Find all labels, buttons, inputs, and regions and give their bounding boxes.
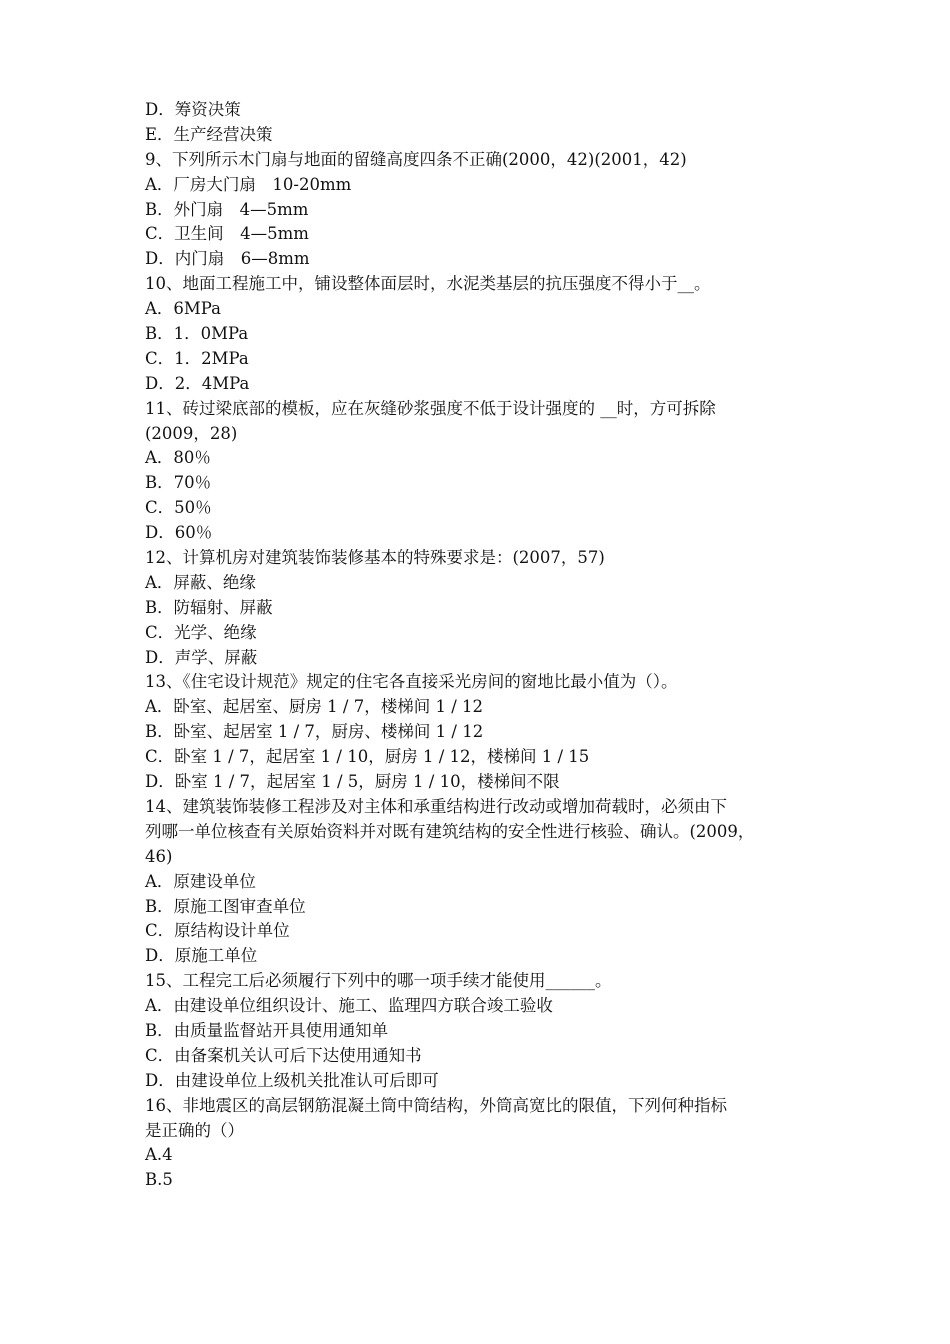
option-line: C．光学、绝缘 xyxy=(145,622,257,642)
option-line: C．卫生间 4—5mm xyxy=(145,224,309,244)
option-line: A．6MPa xyxy=(145,299,222,319)
option-line: D．卧室 1 / 7，起居室 1 / 5，厨房 1 / 10，楼梯间不限 xyxy=(145,772,560,792)
option-line: C．由备案机关认可后下达使用通知书 xyxy=(145,1045,422,1065)
option-line: A．原建设单位 xyxy=(145,871,256,891)
question-16-cont: 是正确的（） xyxy=(145,1120,244,1140)
option-line: C．卧室 1 / 7，起居室 1 / 10，厨房 1 / 12，楼梯间 1 / 15 xyxy=(145,747,590,767)
option-line: A．80％ xyxy=(145,448,211,468)
option-line: D．2．4MPa xyxy=(145,373,250,393)
question-11-cont: (2009，28) xyxy=(145,423,238,443)
document-page xyxy=(145,98,835,1193)
option-line: B．原施工图审查单位 xyxy=(145,896,306,916)
question-14-cont: 列哪一单位核查有关原始资料并对既有建筑结构的安全性进行核验、确认。(2009， xyxy=(145,821,755,841)
option-line: D．内门扇 6—8mm xyxy=(145,249,310,269)
option-line: B．防辐射、屏蔽 xyxy=(145,597,273,617)
option-line: A．厂房大门扇 10-20mm xyxy=(145,174,352,194)
option-line: B．由质量监督站开具使用通知单 xyxy=(145,1020,389,1040)
option-line: A.4 xyxy=(145,1145,173,1165)
option-line: D．声学、屏蔽 xyxy=(145,647,258,667)
option-line: B．70％ xyxy=(145,473,212,493)
option-line: A．由建设单位组织设计、施工、监理四方联合竣工验收 xyxy=(145,996,553,1016)
option-line: B．卧室、起居室 1 / 7，厨房、楼梯间 1 / 12 xyxy=(145,722,484,742)
question-16: 16、非地震区的高层钢筋混凝土筒中筒结构，外筒高宽比的限值，下列何种指标 xyxy=(145,1095,727,1115)
question-11: 11、砖过梁底部的模板，应在灰缝砂浆强度不低于设计强度的 __时，方可拆除 xyxy=(145,398,716,418)
question-15: 15、工程完工后必须履行下列中的哪一项手续才能使用______。 xyxy=(145,971,612,991)
option-line: C．1．2MPa xyxy=(145,348,249,368)
text-line: D．筹资决策 xyxy=(145,100,241,119)
question-13: 13、《住宅设计规范》规定的住宅各直接采光房间的窗地比最小值为（）。 xyxy=(145,672,678,692)
option-line: A．屏蔽、绝缘 xyxy=(145,572,256,592)
question-14-cont: 46) xyxy=(145,846,173,866)
option-line: C．原结构设计单位 xyxy=(145,921,290,941)
option-line: B．1．0MPa xyxy=(145,324,249,344)
option-line: B.5 xyxy=(145,1170,173,1190)
option-line: C．50％ xyxy=(145,498,212,518)
question-14: 14、建筑装饰装修工程涉及对主体和承重结构进行改动或增加荷载时，必须由下 xyxy=(145,796,727,816)
option-line: D．由建设单位上级机关批准认可后即可 xyxy=(145,1070,439,1090)
option-line: D．原施工单位 xyxy=(145,946,258,966)
question-9: 9、下列所示木门扇与地面的留缝高度四条不正确(2000，42)(2001，42) xyxy=(145,149,687,169)
option-line: A．卧室、起居室、厨房 1 / 7，楼梯间 1 / 12 xyxy=(145,697,483,717)
option-line: B．外门扇 4—5mm xyxy=(145,199,309,219)
question-10: 10、地面工程施工中，铺设整体面层时，水泥类基层的抗压强度不得小于__。 xyxy=(145,274,711,294)
question-12: 12、计算机房对建筑装饰装修基本的特殊要求是：(2007，57) xyxy=(145,548,605,568)
option-line: D．60％ xyxy=(145,523,213,543)
text-line: E．生产经营决策 xyxy=(145,124,273,144)
